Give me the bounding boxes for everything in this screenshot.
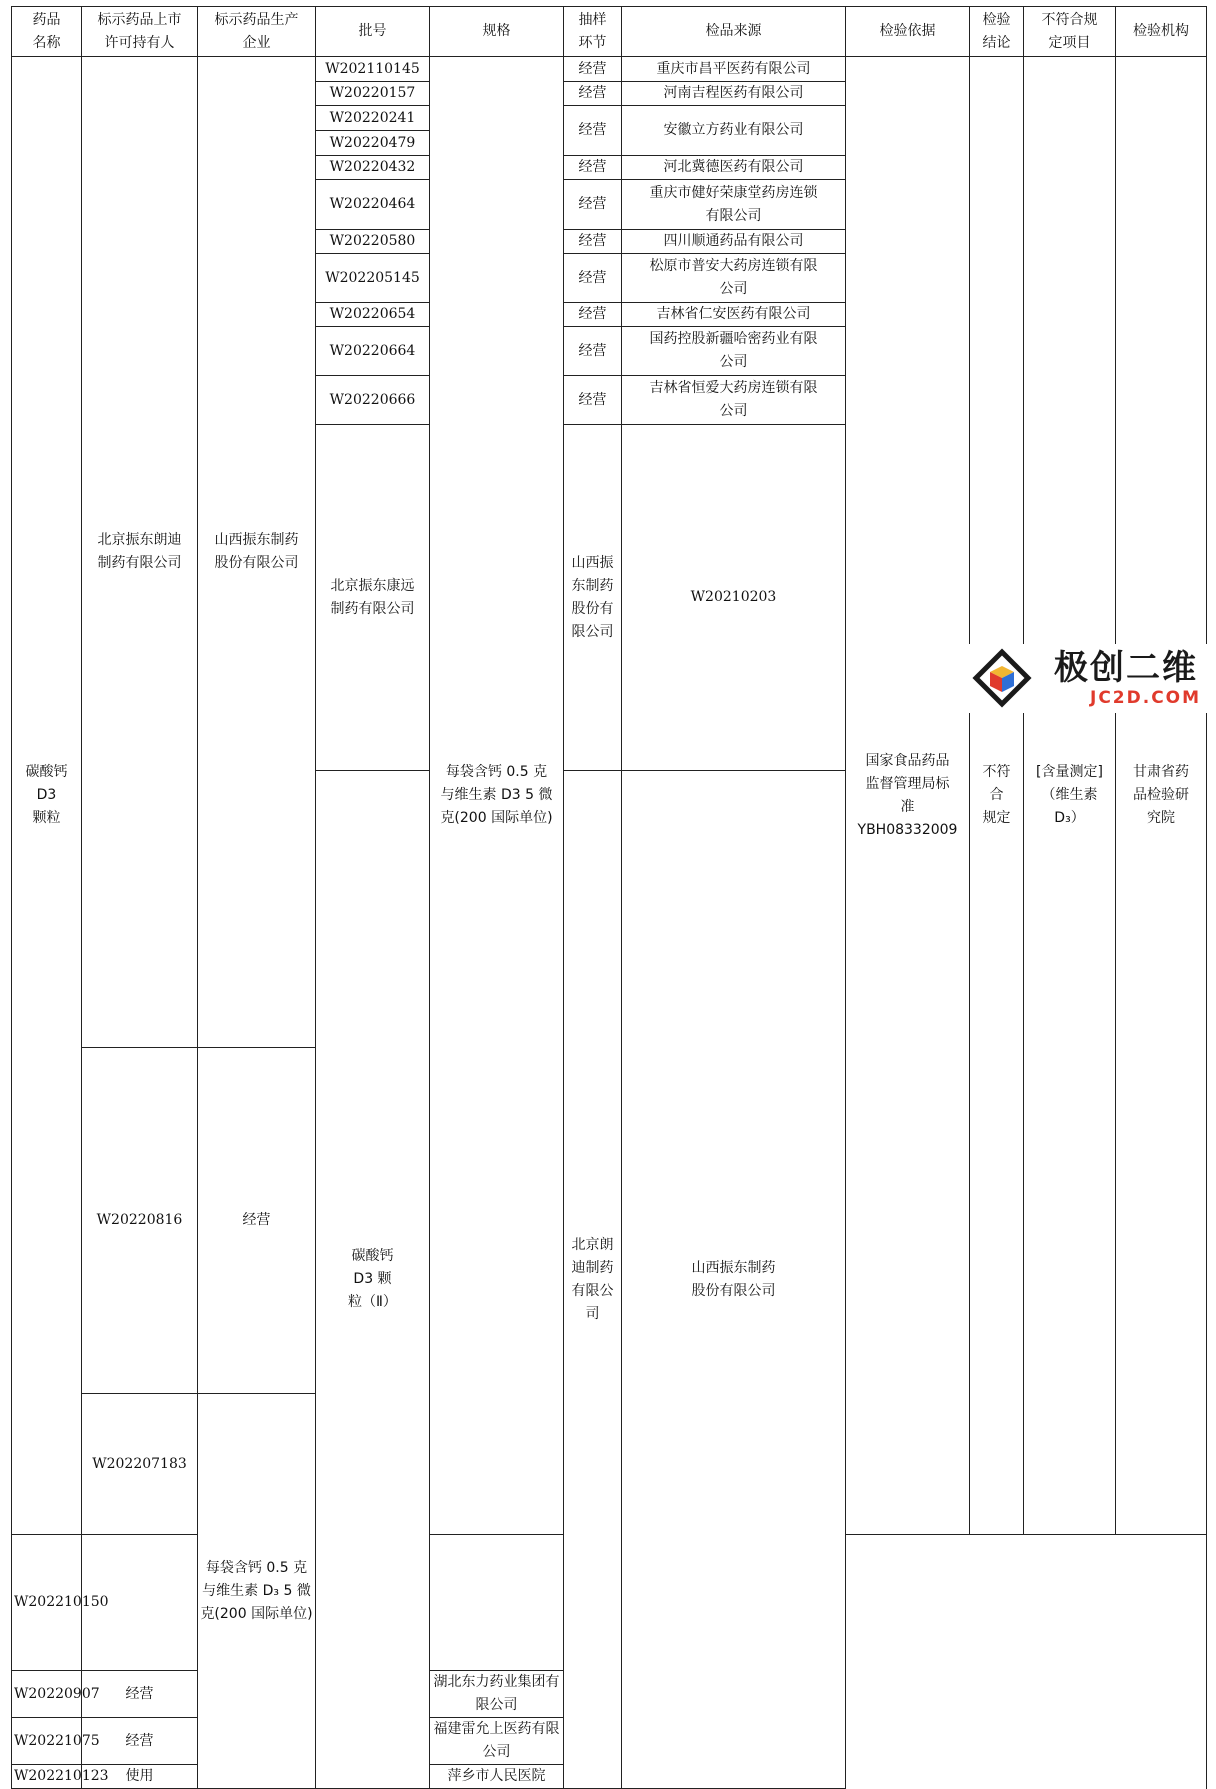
stage-cell: 经营 — [82, 1718, 198, 1765]
header-row — [12, 7, 1207, 57]
stage-cell: 经营 — [564, 230, 622, 254]
header-test-org: 检验机构 — [1116, 7, 1207, 57]
license-holder-cell: 北京振东康远 制药有限公司 — [316, 425, 430, 771]
batch-cell: W20220241 — [316, 106, 430, 131]
source-cell: 国药控股新疆哈密药业有限 公司 — [622, 327, 846, 376]
drug-name-cell: 碳酸钙 D3 颗 粒（Ⅱ） — [316, 771, 430, 1789]
batch-cell: W20220580 — [316, 230, 430, 254]
stage-cell: 经营 — [564, 180, 622, 230]
test-result-cell: 不符 合 规定 — [970, 57, 1024, 1535]
stage-cell: 经营 — [564, 254, 622, 303]
source-cell: 松原市普安大药房连锁有限 公司 — [622, 254, 846, 303]
test-org-cell: 甘肃省药 品检验研 究院 — [1116, 57, 1207, 1535]
batch-cell: W202210123 — [12, 1765, 82, 1789]
batch-cell: W20220464 — [316, 180, 430, 230]
source-cell: 吉林省恒爱大药房连锁有限 公司 — [622, 376, 846, 425]
stage-cell: 经营 — [82, 1671, 198, 1718]
manufacturer-cell: 山西振东制药 股份有限公司 — [564, 425, 622, 771]
batch-cell: W20220816 — [82, 1048, 198, 1394]
source-cell: 安徽立方药业有限公司 — [622, 106, 846, 156]
header-license-holder: 标示药品上市 许可持有人 — [82, 7, 198, 57]
manufacturer-cell: 山西振东制药 股份有限公司 — [622, 771, 846, 1789]
batch-cell: W20220432 — [316, 156, 430, 180]
source-cell: 湖北东力药业集团有限公司 — [430, 1671, 564, 1718]
header-test-basis: 检验依据 — [846, 7, 970, 57]
source-cell: 福建雷允上医药有限公司 — [430, 1718, 564, 1765]
source-cell: 河南吉程医药有限公司 — [622, 82, 846, 106]
license-holder-cell: 北京朗迪制药 有限公司 — [564, 771, 622, 1789]
watermark-url: JC2D.COM — [1090, 688, 1202, 708]
header-specification: 规格 — [430, 7, 564, 57]
batch-cell: W202110145 — [316, 57, 430, 82]
source-cell: 四川顺通药品有限公司 — [622, 230, 846, 254]
specification-cell: 每袋含钙 0.5 克 与维生素 D3 5 微 克(200 国际单位) — [430, 57, 564, 1535]
stage-cell: 使用 — [82, 1765, 198, 1789]
license-holder-cell: 北京振东朗迪 制药有限公司 — [82, 57, 198, 1048]
header-sampling-stage: 抽样 环节 — [564, 7, 622, 57]
batch-cell: W20220654 — [316, 303, 430, 327]
batch-cell: W202210150 — [12, 1535, 82, 1671]
watermark-title: 极创二维 — [1054, 648, 1198, 688]
batch-cell: W20221075 — [12, 1718, 82, 1765]
batch-cell: W20220907 — [12, 1671, 82, 1718]
source-cell: 重庆市健好荣康堂药房连锁 有限公司 — [622, 180, 846, 230]
stage-cell: 经营 — [198, 1048, 316, 1394]
batch-cell: W202207183 — [82, 1394, 198, 1535]
jc2d-logo-icon — [974, 650, 1030, 706]
batch-cell: W20220664 — [316, 327, 430, 376]
failed-items-cell: [含量测定] （维生素 D₃） — [1024, 57, 1116, 1535]
batch-cell: W20220157 — [316, 82, 430, 106]
test-basis-cell: 国家食品药品 监督管理局标 准 YBH08332009 — [846, 57, 970, 1535]
source-cell: 萍乡市人民医院 — [430, 1765, 564, 1789]
header-drug-name: 药品 名称 — [12, 7, 82, 57]
batch-cell: W20220666 — [316, 376, 430, 425]
stage-cell: 经营 — [564, 106, 622, 156]
manufacturer-cell: 山西振东制药 股份有限公司 — [198, 57, 316, 1048]
source-cell: 吉林省仁安医药有限公司 — [622, 303, 846, 327]
stage-cell: 经营 — [564, 57, 622, 82]
watermark — [968, 644, 1216, 713]
stage-cell: 经营 — [564, 156, 622, 180]
stage-cell: 经营 — [564, 82, 622, 106]
batch-cell: W202205145 — [316, 254, 430, 303]
drug-name-cell: 碳酸钙 D3 颗粒 — [12, 57, 82, 1535]
header-batch-number: 批号 — [316, 7, 430, 57]
source-cell: 河北冀德医药有限公司 — [622, 156, 846, 180]
header-failed-items: 不符合规 定项目 — [1024, 7, 1116, 57]
table-row — [12, 57, 1207, 82]
source-cell: 重庆市昌平医药有限公司 — [622, 57, 846, 82]
specification-cell: 每袋含钙 0.5 克 与维生素 D₃ 5 微 克(200 国际单位) — [198, 1394, 316, 1789]
stage-cell: 经营 — [564, 376, 622, 425]
stage-cell: 经营 — [564, 303, 622, 327]
inspection-table — [11, 6, 1207, 1789]
header-test-result: 检验 结论 — [970, 7, 1024, 57]
stage-cell: 经营 — [564, 327, 622, 376]
header-manufacturer: 标示药品生产 企业 — [198, 7, 316, 57]
header-sample-source: 检品来源 — [622, 7, 846, 57]
batch-cell: W20210203 — [622, 425, 846, 771]
batch-cell: W20220479 — [316, 131, 430, 156]
